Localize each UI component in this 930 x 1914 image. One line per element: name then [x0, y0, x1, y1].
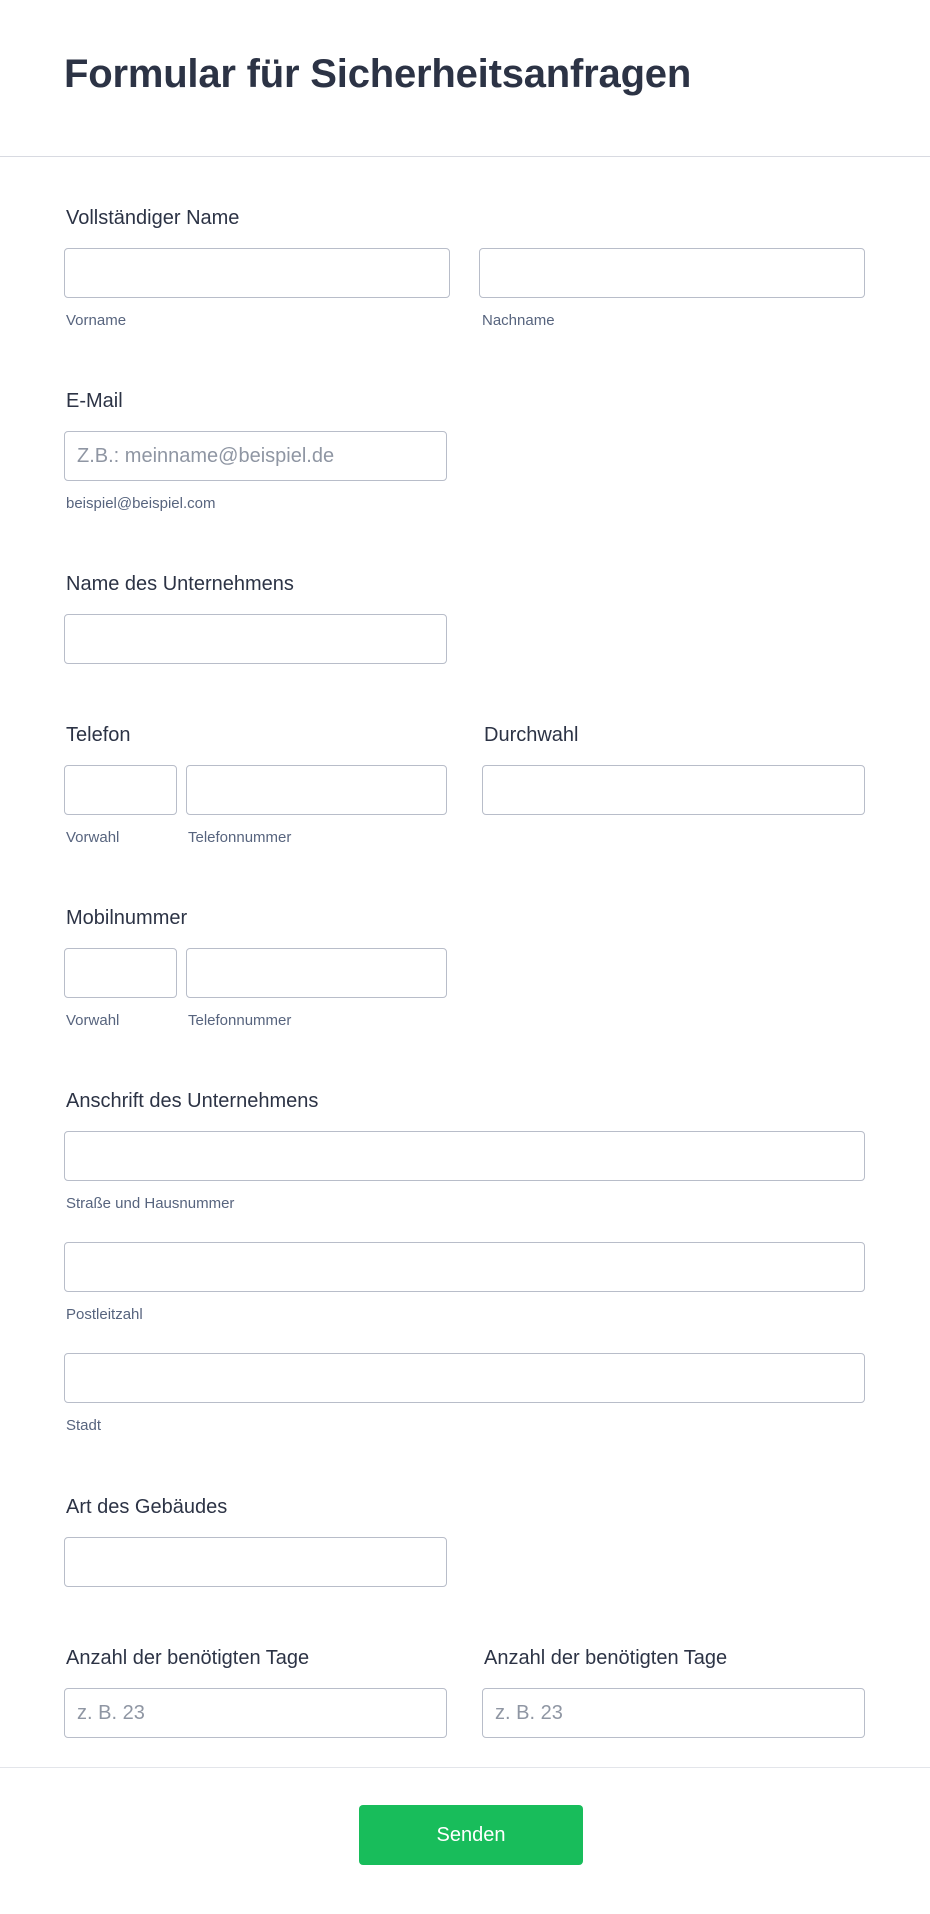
first-name-input[interactable] — [64, 248, 450, 298]
last-name-sublabel: Nachname — [482, 312, 555, 329]
email-sublabel: beispiel@beispiel.com — [66, 495, 216, 512]
email-field[interactable] — [64, 431, 447, 481]
city-sublabel: Stadt — [66, 1417, 102, 1434]
phone-number-sublabel: Telefonnummer — [188, 829, 292, 846]
email-label: E-Mail — [66, 390, 123, 412]
phone-area-code-input[interactable] — [64, 765, 177, 815]
days-needed-label-right: Anzahl der benötigten Tage — [484, 1647, 728, 1669]
building-type-input[interactable] — [64, 1537, 447, 1587]
company-name-input[interactable] — [64, 614, 447, 664]
extension-label: Durchwahl — [484, 724, 579, 746]
days-needed-input-right[interactable] — [482, 1688, 865, 1738]
mobile-label: Mobilnummer — [66, 907, 188, 929]
building-type-label: Art des Gebäudes — [66, 1496, 228, 1518]
mobile-area-code-sublabel: Vorwahl — [66, 1012, 120, 1029]
phone-label: Telefon — [66, 724, 131, 746]
phone-area-code-sublabel: Vorwahl — [66, 829, 120, 846]
mobile-number-input[interactable] — [186, 948, 447, 998]
days-needed-input-left[interactable] — [64, 1688, 447, 1738]
street-input[interactable] — [64, 1131, 865, 1181]
zip-sublabel: Postleitzahl — [66, 1306, 143, 1323]
city-input[interactable] — [64, 1353, 865, 1403]
mobile-area-code-input[interactable] — [64, 948, 177, 998]
phone-number-input[interactable] — [186, 765, 447, 815]
last-name-input[interactable] — [479, 248, 865, 298]
street-sublabel: Straße und Hausnummer — [66, 1195, 235, 1212]
form-header — [0, 0, 930, 157]
zip-input[interactable] — [64, 1242, 865, 1292]
extension-input[interactable] — [482, 765, 865, 815]
submit-button[interactable]: Senden — [359, 1805, 583, 1865]
address-label: Anschrift des Unternehmens — [66, 1090, 319, 1112]
company-name-label: Name des Unternehmens — [66, 573, 294, 595]
form-title: Formular für Sicherheitsanfragen — [64, 52, 692, 96]
first-name-sublabel: Vorname — [66, 312, 127, 329]
days-needed-label-left: Anzahl der benötigten Tage — [66, 1647, 310, 1669]
mobile-number-sublabel: Telefonnummer — [188, 1012, 292, 1029]
full-name-label: Vollständiger Name — [66, 207, 240, 229]
